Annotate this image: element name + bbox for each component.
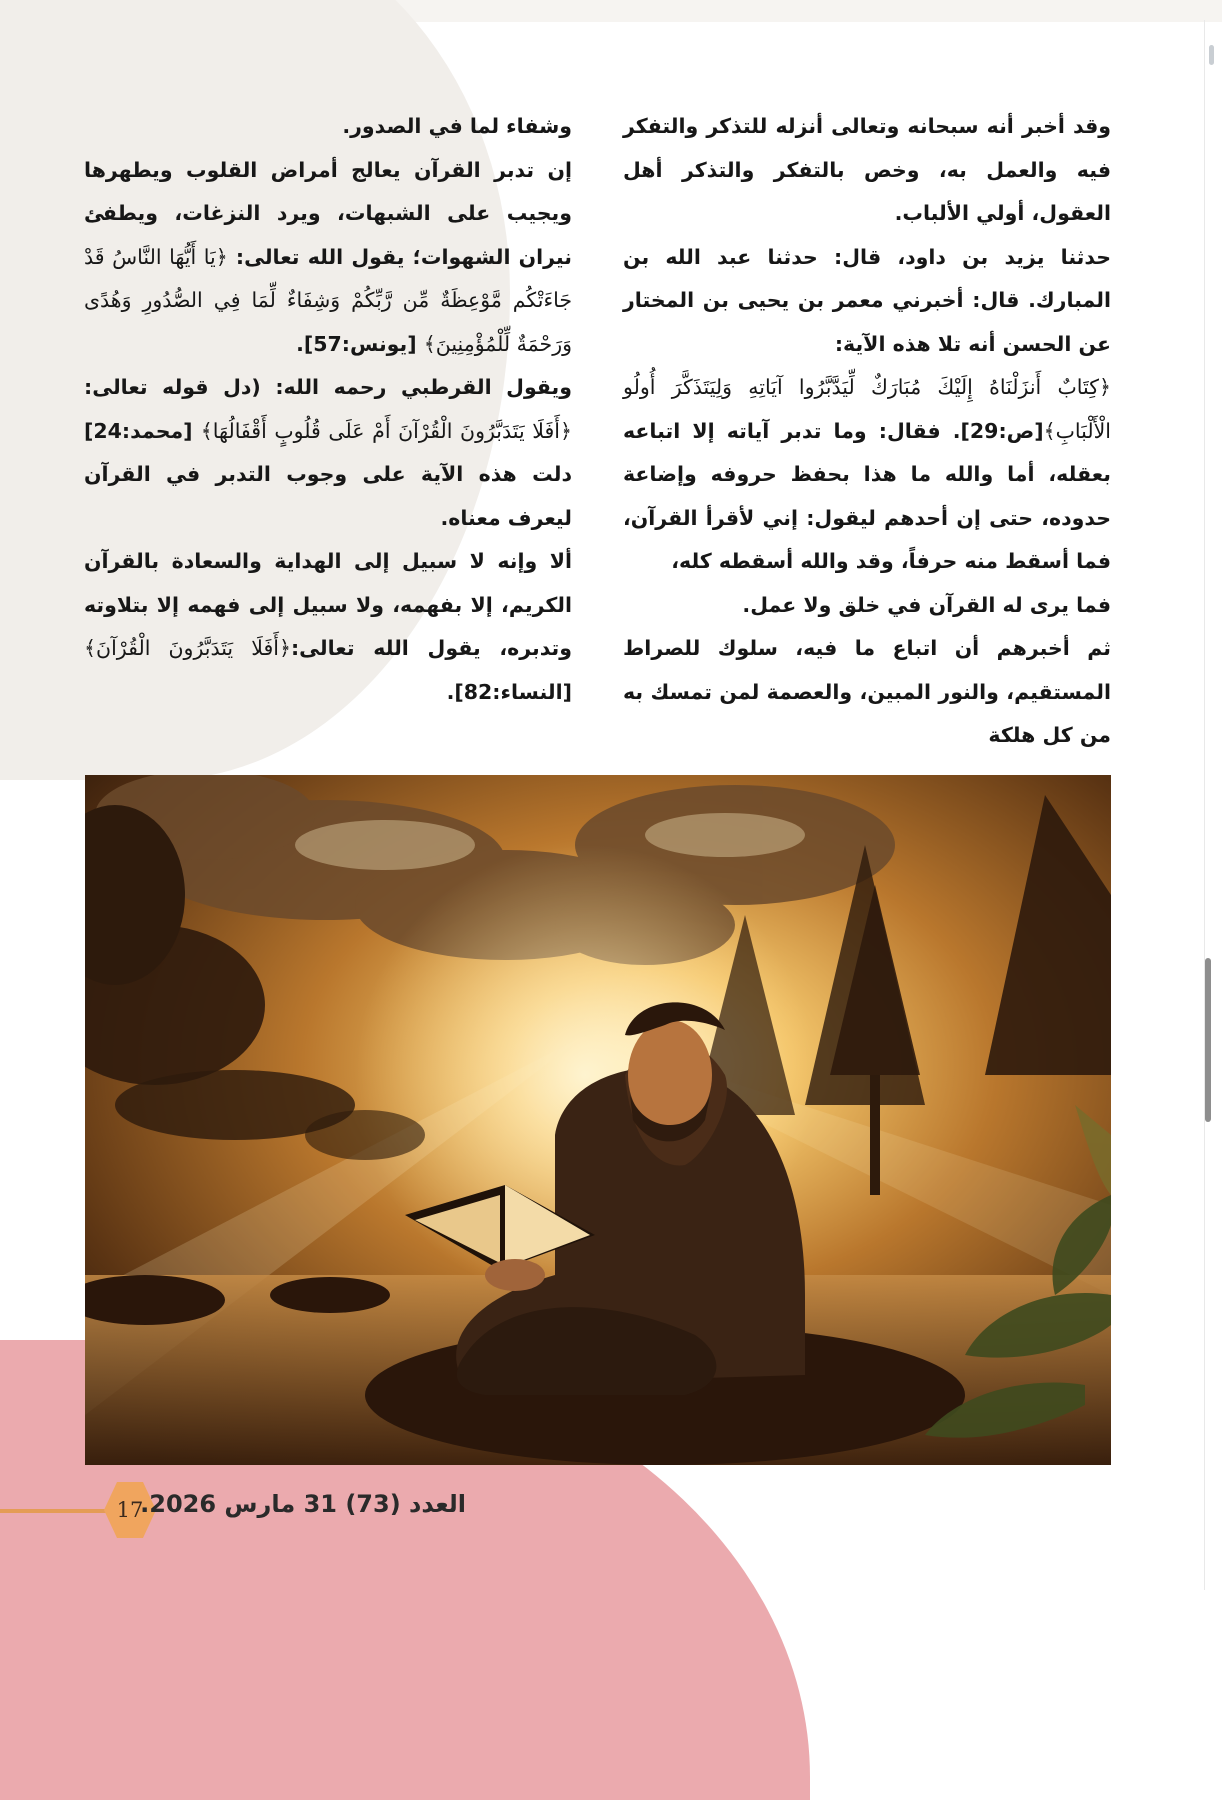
verse-yunus-ref: [يونس:57]. bbox=[296, 331, 424, 356]
verse-muhammad: ﴿أَفَلَا يَتَدَبَّرُونَ الْقُرْآنَ أَمْ عَلَى قُلُوبٍ أَقْفَالُهَا﴾ bbox=[200, 418, 572, 443]
hidaya-text: ألا وإنه لا سبيل إلى الهداية والسعادة بالقرآن الكريم، إلا بفهمه، ولا سبيل إلى فهمه إلا بتلاوته وتدبره، يقول الله تعالى: bbox=[84, 549, 572, 660]
paragraph-isnad: حدثنا يزيد بن داود، قال: حدثنا عبد الله بن المبارك. قال: أخبرني معمر بن يحيى بن المختار عن الحسن أنه تلا هذه الآية: bbox=[623, 244, 1111, 356]
verse-nisa-ref: [النساء:82]. bbox=[446, 679, 572, 704]
right-text-column bbox=[623, 105, 1111, 758]
page-number: 17 bbox=[116, 1498, 144, 1522]
left-text-column bbox=[84, 105, 572, 714]
paragraph-tadhakkur: وقد أخبر أنه سبحانه وتعالى أنزله للتذكر والتفكر فيه والعمل به، وخص بالتفكر والتذكر أهل العقول، أولي الألباب. bbox=[623, 114, 1111, 225]
illustration-man-reading-book bbox=[85, 775, 1111, 1465]
qurtubi-rest: دلت هذه الآية على وجوب التدبر في القرآن ليعرف معناه. bbox=[84, 462, 572, 530]
paragraph-tadabbur-heals bbox=[84, 149, 572, 367]
hasan-quote: . فقال: وما تدبر آياته إلا اتباعه بعقله، أما والله ما هذا بحفظ حروفه وإضاعة حدوده، حتى إن أحدهم ليقول: إني لأقرأ القرآن، فما أسقط منه حرفاً، وقد والله أسقطه كله، bbox=[623, 418, 1111, 573]
tadabbur-intro: إن تدبر القرآن يعالج أمراض القلوب ويطهرها ويجيب على الشبهات، ويرد النزغات، ويطفئ نيران الشهوات؛ يقول الله تعالى: bbox=[84, 157, 572, 269]
paragraph-shifa: وشفاء لما في الصدور. bbox=[342, 114, 572, 138]
verse-muhammad-ref: [محمد:24] bbox=[84, 418, 201, 443]
verse-yunus: ﴿يَا أَيُّهَا النَّاسُ قَدْ جَاءَتْكُم مَّوْعِظَةٌ مِّن رَّبِّكُمْ وَشِفَاءٌ لِّمَا فِي الصُّدُورِ وَهُدًى وَرَحْمَةٌ لِّلْمُؤْمِنِينَ﴾ bbox=[84, 244, 572, 356]
paragraph-khalq: فما يرى له القرآن في خلق ولا عمل. bbox=[742, 592, 1111, 617]
issue-date: العدد (73) 31 مارس 2026. bbox=[140, 1490, 466, 1518]
qurtubi-intro: ويقول القرطبي رحمه الله: (دل قوله تعالى: bbox=[84, 375, 572, 399]
verse-sad: ﴿كِتَابٌ أَنزَلْنَاهُ إِلَيْكَ مُبَارَكٌ لِّيَدَّبَّرُوا آيَاتِهِ وَلِيَتَذَكَّرَ أُولُو الْأَلْبَابِ﴾ bbox=[623, 375, 1111, 443]
scroll-top-indicator bbox=[1209, 45, 1214, 65]
verse-nisa: ﴿أَفَلَا يَتَدَبَّرُونَ الْقُرْآنَ﴾ bbox=[84, 636, 291, 660]
scrollbar-thumb[interactable] bbox=[1205, 958, 1211, 1122]
paragraph-qurtubi bbox=[84, 366, 572, 540]
illustration-svg bbox=[85, 775, 1111, 1465]
verse-sad-ref: [ص:29] bbox=[960, 418, 1044, 443]
paragraph-hidaya bbox=[84, 540, 572, 714]
paragraph-hasan bbox=[623, 366, 1111, 584]
footer-accent-line bbox=[0, 1509, 115, 1513]
paragraph-sirat: ثم أخبرهم أن اتباع ما فيه، سلوك للصراط المستقيم، والنور المبين، والعصمة لمن تمسك به من كل هلكة bbox=[623, 636, 1111, 747]
